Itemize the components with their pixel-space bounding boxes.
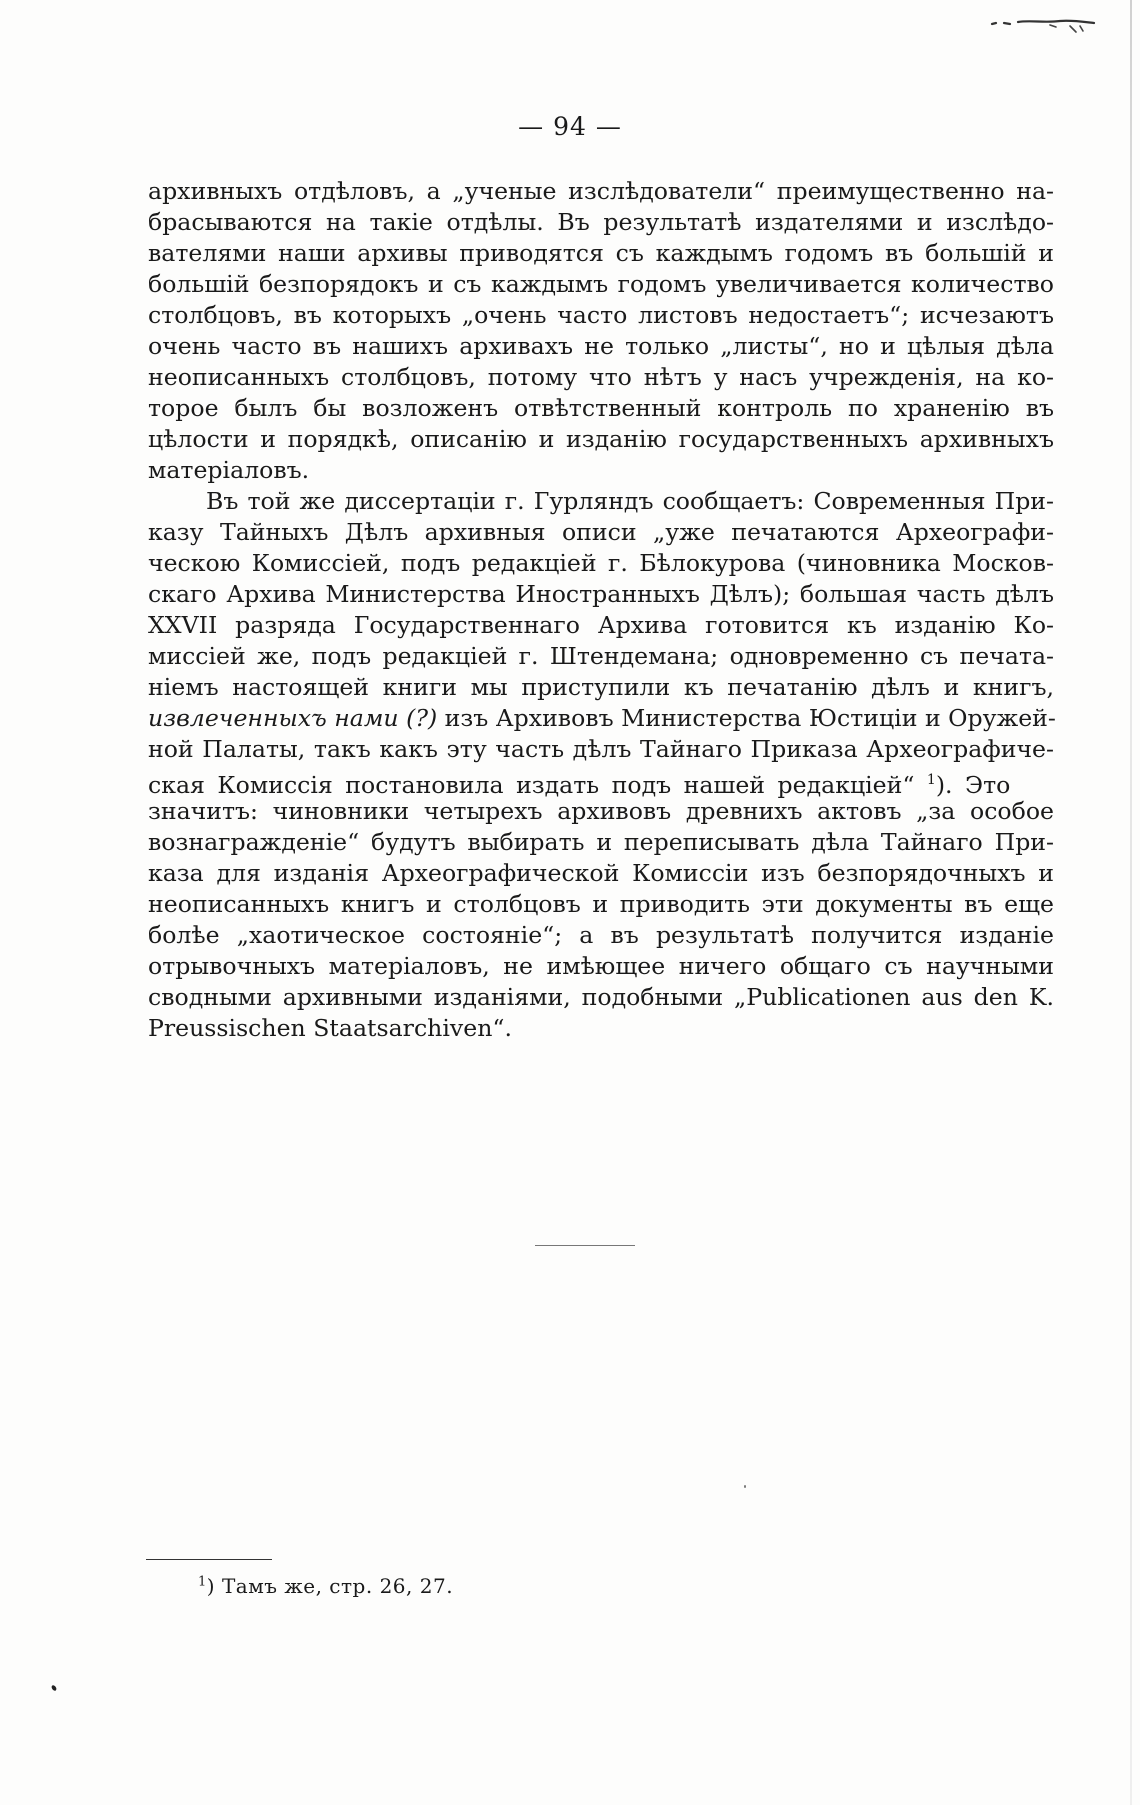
text-line: Въ той же диссертаціи г. Гурляндъ сообщаетъ: Современныя При- xyxy=(206,487,1054,515)
text-line: вателями наши архивы приводятся съ каждымъ годомъ въ большій и xyxy=(148,239,1054,267)
footnote xyxy=(198,1574,453,1598)
text-line: ніемъ настоящей книги мы приступили къ печатанію дѣлъ и книгъ, xyxy=(148,673,1054,701)
footnote-marker: 1 xyxy=(198,1574,207,1590)
text-line: вознагражденіе“ будутъ выбирать и переписывать дѣла Тайнаго При- xyxy=(148,828,1054,856)
text-line: матеріаловъ. xyxy=(148,456,310,484)
text-line: сводными архивными изданіями, подобными „Publicationen aus den K. xyxy=(148,983,1054,1011)
text-line xyxy=(148,703,1054,734)
text-run: изъ Архивовъ Министерства Юстиціи и Оружей- xyxy=(437,704,1056,732)
text-line xyxy=(148,765,1054,799)
footnote-text: ) Тамъ же, стр. 26, 27. xyxy=(206,1574,454,1598)
text-line: архивныхъ отдѣловъ, а „ученые изслѣдователи“ преимущественно на- xyxy=(148,177,1054,205)
text-line: казу Тайныхъ Дѣлъ архивныя описи „уже печатаются Археографи- xyxy=(148,518,1054,546)
text-line: отрывочныхъ матеріаловъ, не имѣющее ничего общаго съ научными xyxy=(148,952,1054,980)
text-line: миссіей же, подъ редакціей г. Штендемана; одновременно съ печата- xyxy=(148,642,1054,670)
text-line: неописанныхъ книгъ и столбцовъ и приводить эти документы въ еще xyxy=(148,890,1054,918)
page-edge-shadow xyxy=(1130,0,1132,1805)
text-line: столбцовъ, въ которыхъ „очень часто листовъ недостаетъ“; исчезаютъ xyxy=(148,301,1054,329)
text-line: большій безпорядокъ и съ каждымъ годомъ увеличивается количество xyxy=(148,270,1054,298)
scan-smudge-mark xyxy=(990,14,1100,36)
text-line: брасываются на такіе отдѣлы. Въ результатѣ издателями и изслѣдо- xyxy=(148,208,1054,236)
text-run: ская Комиссія постановила издать подъ нашей редакціей“ xyxy=(148,770,915,799)
text-line: XXVII разряда Государственнаго Архива готовится къ изданію Ко- xyxy=(148,611,1054,639)
scan-speck xyxy=(51,1684,58,1691)
text-line: болѣе „хаотическое состояніе“; а въ результатѣ получится изданіе xyxy=(148,921,1054,949)
text-line: значитъ: чиновники четырехъ архивовъ древнихъ актовъ „за особое xyxy=(148,797,1054,825)
text-line: ной Палаты, такъ какъ эту часть дѣлъ Тайнаго Приказа Археографиче- xyxy=(148,735,1054,763)
footnote-ref[interactable]: 1 xyxy=(926,772,936,788)
text-line: очень часто въ нашихъ архивахъ не только „листы“, но и цѣлыя дѣла xyxy=(148,332,1054,360)
page-number: — 94 — xyxy=(518,112,622,141)
italic-phrase: извлеченныхъ нами (?) xyxy=(148,704,438,732)
text-line: каза для изданія Археографической Комиссіи изъ безпорядочныхъ и xyxy=(148,859,1054,887)
text-run: ). Это xyxy=(935,770,1011,799)
text-line: неописанныхъ столбцовъ, потому что нѣтъ у насъ учрежденія, на ко- xyxy=(148,363,1054,391)
footnote-separator xyxy=(146,1559,272,1560)
scan-speck xyxy=(744,1485,746,1488)
section-end-rule xyxy=(535,1245,635,1246)
text-line: Preussischen Staatsarchiven“. xyxy=(148,1014,512,1042)
main-text xyxy=(148,176,1054,1044)
text-line: торое былъ бы возложенъ отвѣтственный контроль по храненію въ xyxy=(148,394,1054,422)
text-line: скаго Архива Министерства Иностранныхъ Дѣлъ); большая часть дѣлъ xyxy=(148,580,1054,608)
text-line: цѣлости и порядкѣ, описанію и изданію государственныхъ архивныхъ xyxy=(148,425,1054,453)
text-line: ческою Комиссіей, подъ редакціей г. Бѣлокурова (чиновника Москов- xyxy=(148,549,1054,577)
